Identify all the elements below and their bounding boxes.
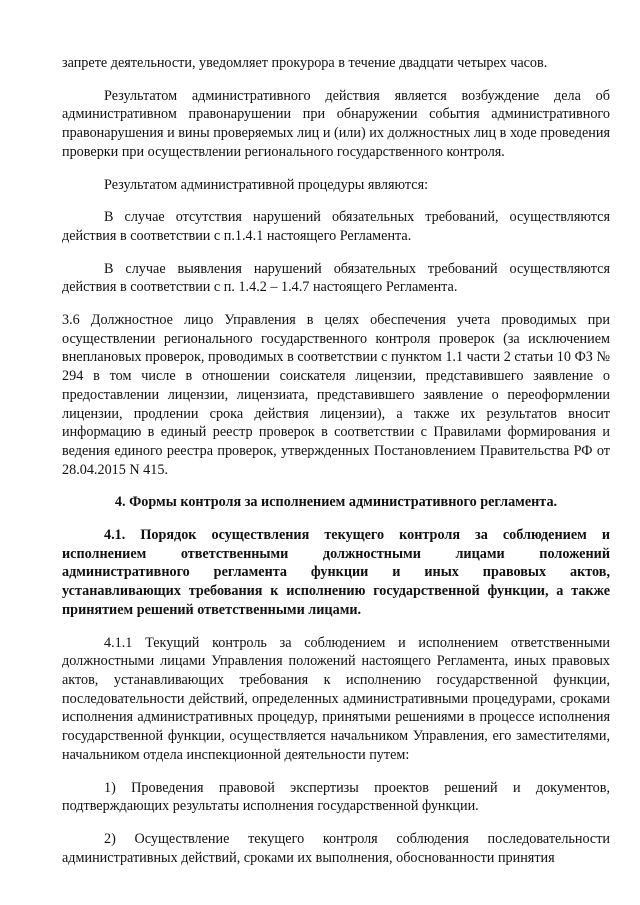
subsection-heading-4-1: 4.1. Порядок осуществления текущего контроля за соблюдением и исполнением ответственными должностными лицами положений административного регламента функции и иных правовых актов, устанавливающих требования к исполнению государственной функции, а также принятием решений ответственными лицами. <box>62 527 610 618</box>
paragraph-violations: В случае выявления нарушений обязательных требований осуществляются действия в соответствии с п. 1.4.2 – 1.4.7 настоящего Регламента. <box>62 260 610 296</box>
paragraph-item-1: 1) Проведения правовой экспертизы проектов решений и документов, подтверждающих результаты исполнения государственной функции. <box>62 779 610 815</box>
paragraph-3-6: 3.6 Должностное лицо Управления в целях обеспечения учета проводимых при осуществлении регионального государственного контроля проверок (за исключением внеплановых проверок, проводимых в соответствии с пунктом 1.1 части 2 статьи 10 ФЗ № 294 в том числе в отношении соискателя лицензии, представившего заявление о предоставлении лицензии, лицензиата, представившего заявление о переоформлении лицензии, продлении срока действия лицензии), а также их результатов вносит информацию в единый реестр проверок в соответствии с Правилами формирования и ведения единого реестра проверок, утвержденных Постановлением Правительства РФ от 28.04.2015 N 415. <box>62 312 610 478</box>
paragraph-item-2: 2) Осуществление текущего контроля соблюдения последовательности административных действий, сроками их выполнения, обоснованности принятия <box>62 830 610 866</box>
paragraph-result-procedure: Результатом административной процедуры являются: <box>104 176 429 193</box>
paragraph-no-violations: В случае отсутствия нарушений обязательных требований, осуществляются действия в соответствии с п.1.4.1 настоящего Регламента. <box>62 209 610 244</box>
paragraph-continuation: запрете деятельности, уведомляет прокурора в течение двадцати четырех часов. <box>62 55 548 71</box>
paragraph-result-action: Результатом административного действия является возбуждение дела об административном правонарушении при обнаружении события административного правонарушения и вины проверяемых лиц и (или) их должностных лиц в ходе проведения проверки при осуществлении регионального государственного контроля. <box>62 87 610 160</box>
document-page <box>62 54 610 867</box>
paragraph-4-1-1: 4.1.1 Текущий контроль за соблюдением и исполнением ответственными должностными лицами Управления положений настоящего Регламента, иных правовых актов, устанавливающих требования к исполнению государственной функции, последовательности действий, определенных административными процедурами, сроками исполнения административных процедур, принятыми решениями в процессе исполнения государственной функции, осуществляется начальником Управления, его заместителями, начальником отдела инспекционной деятельности путем: <box>62 634 610 763</box>
section-heading-4: 4. Формы контроля за исполнением административного регламента. <box>114 494 558 511</box>
